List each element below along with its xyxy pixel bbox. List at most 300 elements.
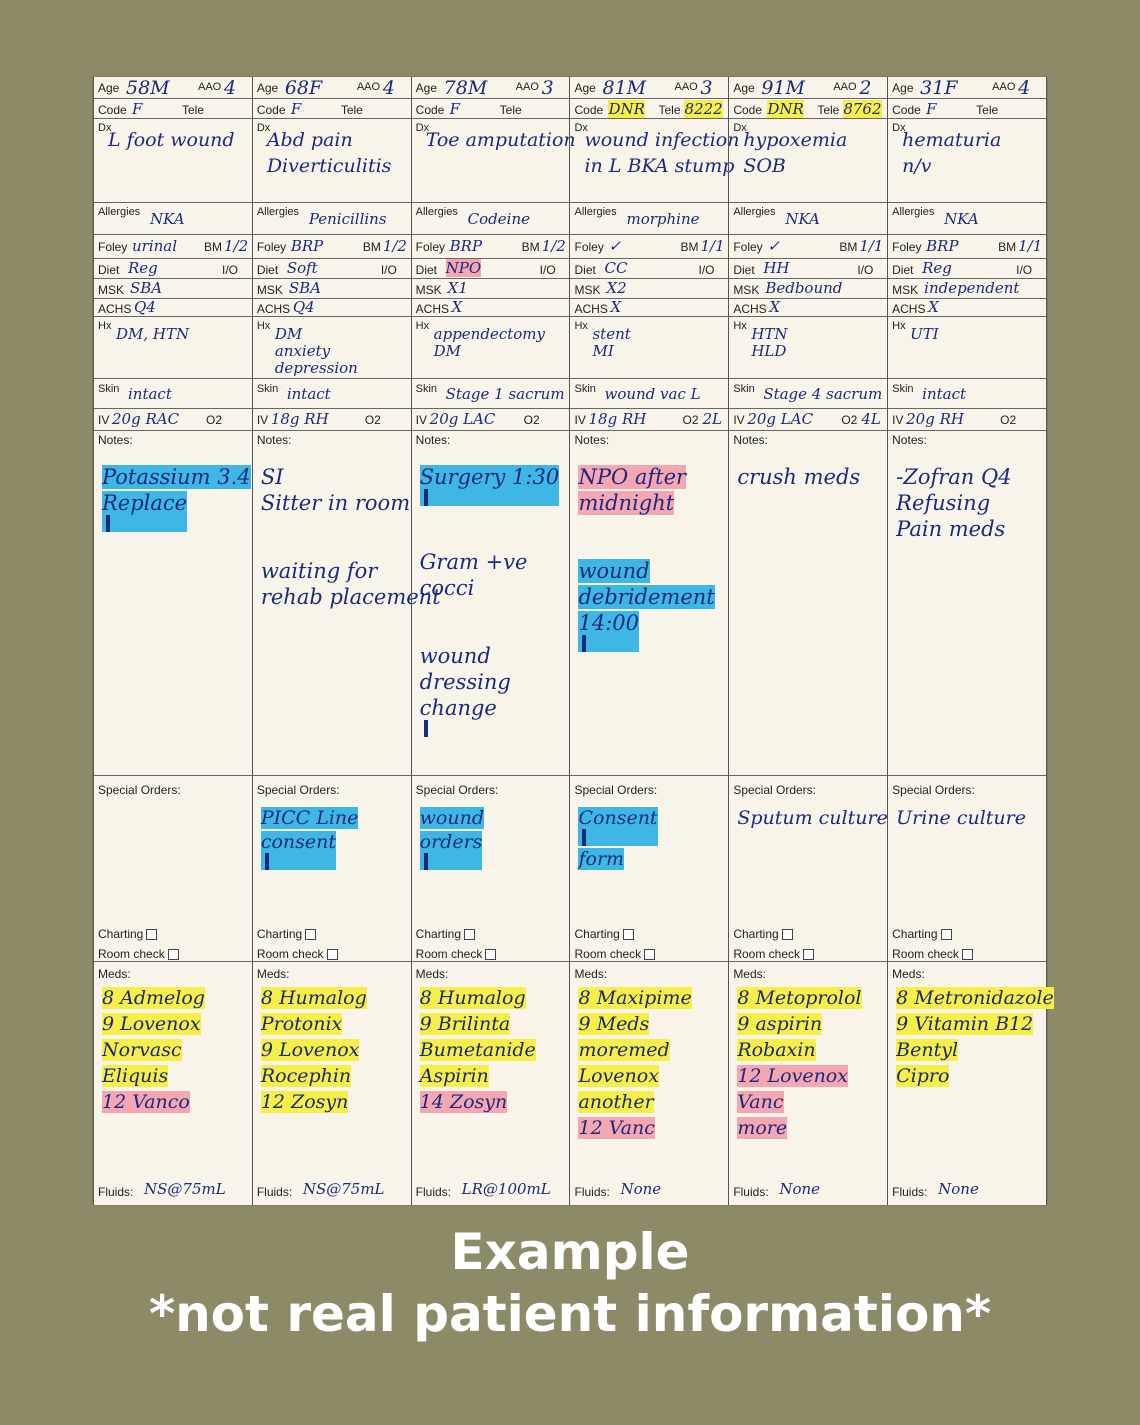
- allergies-value: Penicillins: [308, 210, 387, 228]
- meds-list: [896, 987, 1054, 1091]
- achs-label: ACHS: [256, 302, 291, 316]
- foley-value: urinal: [132, 237, 178, 255]
- aao-label: AAO: [674, 81, 698, 93]
- fluids-label: Fluids:: [733, 1185, 769, 1199]
- dx-line: Toe amputation: [425, 129, 576, 151]
- code-label: Code: [574, 103, 604, 117]
- notes-list: [102, 465, 250, 534]
- skin-value: intact: [286, 385, 331, 403]
- code-label: Code: [892, 103, 921, 117]
- special-orders-label: Special Orders:: [256, 783, 340, 797]
- skin-label: Skin: [892, 383, 914, 395]
- hx-line: appendectomy: [433, 325, 545, 343]
- bm-label: BM: [839, 240, 858, 254]
- code-label: Code: [98, 103, 127, 117]
- note-line: debridement: [578, 585, 715, 609]
- hx-label: Hx: [415, 320, 430, 332]
- o2-label: O2: [364, 413, 381, 427]
- code-label: Code: [733, 103, 762, 117]
- foley-label: Foley: [98, 240, 128, 254]
- msk-value: independent: [924, 279, 1020, 297]
- o2-label: O2: [523, 413, 540, 427]
- med-line: moremed: [578, 1039, 670, 1061]
- notes-list: [896, 465, 1044, 543]
- note-line: Replace: [102, 491, 187, 532]
- hx-line: DM, HTN: [116, 325, 190, 343]
- iv-label: IV: [733, 413, 745, 427]
- special-order-line: consent: [261, 831, 336, 870]
- notes-label: Notes:: [574, 433, 610, 447]
- code-value: DNR: [608, 100, 645, 118]
- checkbox-icon: [106, 515, 110, 532]
- msk-value: X1: [447, 279, 468, 297]
- hx-line: anxiety: [274, 342, 331, 360]
- meds-list: [102, 987, 250, 1117]
- med-line: 9 Lovenox: [102, 1013, 201, 1035]
- checkbox-icon: [424, 720, 428, 737]
- iv-label: IV: [256, 413, 269, 427]
- msk-value: Bedbound: [765, 279, 843, 297]
- age-label: Age: [892, 81, 914, 95]
- dx-label: Dx: [415, 122, 430, 134]
- note-line: 14:00: [578, 611, 639, 652]
- fluids-value: None: [938, 1180, 979, 1198]
- room-check-label: Room check: [574, 947, 655, 961]
- checkbox-icon: [582, 635, 586, 652]
- achs-value: X: [769, 298, 780, 316]
- special-order-line: PICC Line: [260, 807, 359, 829]
- med-line: Bumetanide: [419, 1039, 536, 1061]
- diet-label: Diet: [256, 263, 279, 277]
- meds-list: [737, 987, 885, 1143]
- note-line: Sitter in room: [260, 491, 411, 515]
- patient-column: [569, 77, 740, 1205]
- msk-label: MSK: [892, 283, 919, 297]
- special-orders-list: [420, 807, 568, 872]
- io-label: I/O: [698, 263, 715, 277]
- med-line: 8 Metronidazole: [896, 987, 1054, 1009]
- patient-column: [252, 77, 441, 1205]
- special-order-line: form: [578, 848, 625, 870]
- room-check-label: Room check: [892, 947, 973, 961]
- age-value: 68F: [284, 77, 323, 99]
- code-value: F: [449, 100, 461, 118]
- med-line: 9 Meds: [578, 1013, 650, 1035]
- aao-label: AAO: [992, 81, 1016, 93]
- fluids-label: Fluids:: [415, 1185, 451, 1199]
- hx-line: DM: [433, 342, 462, 360]
- dx-label: Dx: [98, 122, 112, 134]
- diet-label: Diet: [98, 263, 120, 277]
- note-line: Surgery 1:30: [420, 465, 560, 506]
- foley-value: ✓: [608, 237, 622, 255]
- age-label: Age: [574, 81, 596, 95]
- med-line: 9 Brilinta: [419, 1013, 511, 1035]
- meds-label: Meds:: [574, 967, 608, 981]
- diet-label: Diet: [892, 263, 914, 277]
- notes-label: Notes:: [98, 433, 133, 447]
- age-value: 81M: [602, 77, 647, 99]
- special-orders-label: Special Orders:: [415, 783, 499, 797]
- special-orders-label: Special Orders:: [892, 783, 975, 797]
- notes-list: [420, 465, 568, 739]
- hx-line: UTI: [910, 325, 939, 343]
- foley-label: Foley: [733, 240, 763, 254]
- allergies-label: Allergies: [574, 206, 617, 218]
- med-line: 12 Lovenox: [737, 1065, 848, 1087]
- io-label: I/O: [539, 263, 556, 277]
- iv-value: 20g RAC: [112, 410, 180, 428]
- fluids-value: None: [620, 1180, 662, 1198]
- hx-line: DM: [274, 325, 303, 343]
- checkbox-icon: [305, 929, 316, 940]
- tele-label: Tele: [340, 103, 363, 117]
- dx-line: hypoxemia: [743, 129, 848, 151]
- bm-value: 1/1: [859, 237, 884, 255]
- bm-value: 1/2: [541, 237, 566, 255]
- o2-label: O2: [682, 413, 699, 427]
- bm-label: BM: [998, 240, 1017, 254]
- msk-label: MSK: [733, 283, 760, 297]
- med-line: Bentyl: [896, 1039, 959, 1061]
- fluids-value: NS@75mL: [302, 1180, 385, 1198]
- bm-value: 1/2: [382, 237, 407, 255]
- note-line: Potassium 3.4: [102, 465, 251, 489]
- tele-label: Tele: [658, 103, 681, 117]
- note-line: dressing: [419, 670, 511, 694]
- note-line: cocci: [419, 576, 475, 600]
- charting-label: Charting: [733, 927, 792, 941]
- med-line: Aspirin: [419, 1065, 489, 1087]
- fluids-value: LR@100mL: [461, 1180, 551, 1198]
- med-line: more: [737, 1117, 788, 1139]
- bm-label: BM: [680, 240, 699, 254]
- notes-label: Notes:: [415, 433, 451, 447]
- o2-label: O2: [1000, 413, 1017, 427]
- charting-label: Charting: [574, 927, 633, 941]
- note-line: waiting for: [260, 559, 378, 583]
- special-order-line: Sputum culture: [737, 807, 888, 829]
- tele-label: Tele: [976, 103, 999, 117]
- notes-label: Notes:: [892, 433, 927, 447]
- iv-value: 20g LAC: [747, 410, 814, 428]
- io-label: I/O: [222, 263, 239, 277]
- meds-list: [420, 987, 568, 1117]
- med-line: Cipro: [896, 1065, 950, 1087]
- dx-label: Dx: [256, 122, 271, 134]
- dx-label: Dx: [574, 122, 588, 134]
- note-line: crush meds: [737, 465, 861, 489]
- foley-label: Foley: [574, 240, 604, 254]
- note-line: rehab placement: [260, 585, 441, 609]
- o2-label: O2: [206, 413, 223, 427]
- age-value: 78M: [443, 77, 488, 99]
- dx-line: Abd pain: [266, 129, 353, 151]
- hx-line: depression: [274, 359, 358, 377]
- allergies-value: NKA: [785, 210, 820, 228]
- checkbox-icon: [168, 949, 179, 960]
- checkbox-icon: [265, 853, 269, 870]
- note-line: NPO after: [578, 465, 687, 489]
- bm-label: BM: [362, 240, 381, 254]
- allergies-value: morphine: [626, 210, 700, 228]
- code-label: Code: [415, 103, 445, 117]
- iv-value: 18g RH: [270, 410, 329, 428]
- achs-label: ACHS: [574, 302, 608, 316]
- achs-value: X: [610, 298, 622, 316]
- age-value: 31F: [920, 77, 958, 99]
- hx-label: Hx: [98, 320, 112, 332]
- io-label: I/O: [1016, 263, 1033, 277]
- diet-value: HH: [763, 259, 790, 277]
- med-line: 12 Zosyn: [260, 1091, 349, 1113]
- patient-column: [728, 77, 887, 1205]
- allergies-label: Allergies: [415, 206, 458, 218]
- note-line: -Zofran Q4: [896, 465, 1012, 489]
- allergies-label: Allergies: [98, 206, 141, 218]
- checkbox-icon: [464, 929, 475, 940]
- med-line: 12 Vanco: [102, 1091, 190, 1113]
- dx-line: L foot wound: [108, 129, 235, 151]
- note-line: change: [420, 696, 497, 737]
- med-line: Rocephin: [260, 1065, 352, 1087]
- charting-label: Charting: [892, 927, 951, 941]
- allergies-value: Codeine: [467, 210, 530, 228]
- med-line: Protonix: [260, 1013, 343, 1035]
- fluids-value: NS@75mL: [144, 1180, 226, 1198]
- foley-value: BRP: [926, 237, 959, 255]
- notes-label: Notes:: [733, 433, 768, 447]
- hx-label: Hx: [733, 320, 747, 332]
- hx-line: stent: [592, 325, 631, 343]
- checkbox-icon: [485, 949, 496, 960]
- caption-title: Example: [450, 1223, 690, 1281]
- checkbox-icon: [941, 929, 952, 940]
- allergies-value: NKA: [944, 210, 979, 228]
- med-line: Lovenox: [578, 1065, 659, 1087]
- med-line: 8 Humalog: [260, 987, 367, 1009]
- skin-label: Skin: [733, 383, 755, 395]
- msk-label: MSK: [256, 283, 283, 297]
- skin-value: Stage 4 sacrum: [763, 385, 883, 403]
- diet-label: Diet: [733, 263, 755, 277]
- checkbox-icon: [623, 929, 634, 940]
- fluids-value: None: [779, 1180, 821, 1198]
- room-check-label: Room check: [257, 947, 338, 961]
- special-orders-label: Special Orders:: [574, 783, 658, 797]
- aao-label: AAO: [833, 81, 857, 93]
- foley-value: ✓: [767, 237, 780, 255]
- room-check-label: Room check: [98, 947, 179, 961]
- charting-label: Charting: [98, 927, 157, 941]
- med-line: Vanc: [737, 1091, 784, 1113]
- msk-value: X2: [606, 279, 627, 297]
- fluids-label: Fluids:: [574, 1185, 610, 1199]
- special-orders-list: [737, 807, 888, 831]
- med-line: another: [578, 1091, 654, 1113]
- diet-value: NPO: [445, 259, 482, 277]
- notes-list: [578, 465, 726, 654]
- med-line: 8 Humalog: [419, 987, 526, 1009]
- note-line: SI: [260, 465, 284, 489]
- note-line: wound: [419, 644, 491, 668]
- notes-label: Notes:: [256, 433, 292, 447]
- allergies-label: Allergies: [733, 206, 776, 218]
- hx-line: HLD: [751, 342, 787, 360]
- iv-label: IV: [574, 413, 586, 427]
- o2-label: O2: [841, 413, 858, 427]
- msk-label: MSK: [98, 283, 125, 297]
- iv-value: 20g LAC: [429, 410, 496, 428]
- achs-value: Q4: [292, 298, 315, 316]
- charting-label: Charting: [416, 927, 475, 941]
- tele-value: 8222: [684, 100, 723, 118]
- tele-label: Tele: [182, 103, 205, 117]
- diet-value: Soft: [286, 259, 318, 277]
- note-line: midnight: [578, 491, 675, 515]
- special-orders-label: Special Orders:: [98, 783, 181, 797]
- checkbox-icon: [424, 853, 428, 870]
- charting-label: Charting: [257, 927, 316, 941]
- hx-label: Hx: [892, 320, 906, 332]
- meds-label: Meds:: [98, 967, 131, 981]
- med-line: 8 Maxipime: [578, 987, 692, 1009]
- code-value: F: [132, 100, 143, 118]
- aao-value: 3: [541, 77, 554, 99]
- room-check-label: Room check: [416, 947, 497, 961]
- fluids-label: Fluids:: [256, 1185, 293, 1199]
- achs-label: ACHS: [733, 302, 767, 316]
- caption: [0, 1222, 1140, 1346]
- note-line: Pain meds: [896, 517, 1006, 541]
- special-order-line: Urine culture: [896, 807, 1026, 829]
- hx-label: Hx: [574, 320, 588, 332]
- achs-value: X: [928, 298, 939, 316]
- age-value: 91M: [761, 77, 805, 99]
- meds-label: Meds:: [415, 967, 449, 981]
- special-order-line: orders: [420, 831, 483, 870]
- allergies-value: NKA: [150, 210, 185, 228]
- med-line: 14 Zosyn: [419, 1091, 508, 1113]
- med-line: 9 Vitamin B12: [896, 1013, 1034, 1035]
- checkbox-icon: [644, 949, 655, 960]
- bm-value: 1/1: [1018, 237, 1043, 255]
- checkbox-icon: [146, 929, 157, 940]
- patient-column: [93, 77, 252, 1205]
- special-orders-list: [578, 807, 726, 872]
- o2-value: 2L: [702, 410, 722, 428]
- aao-value: 4: [224, 77, 237, 99]
- foley-value: BRP: [449, 237, 483, 255]
- meds-label: Meds:: [892, 967, 925, 981]
- dx-label: Dx: [892, 122, 906, 134]
- room-check-label: Room check: [733, 947, 814, 961]
- aao-label: AAO: [198, 81, 222, 93]
- diet-value: Reg: [922, 259, 952, 277]
- checkbox-icon: [962, 949, 973, 960]
- msk-value: SBA: [130, 279, 163, 297]
- aao-label: AAO: [356, 81, 381, 93]
- allergies-label: Allergies: [256, 206, 300, 218]
- skin-label: Skin: [415, 383, 438, 395]
- io-label: I/O: [380, 263, 397, 277]
- o2-value: 4L: [861, 410, 881, 428]
- fluids-label: Fluids:: [98, 1185, 134, 1199]
- dx-line: SOB: [743, 155, 786, 177]
- dx-line: in L BKA stump: [584, 155, 735, 177]
- patient-column: [411, 77, 576, 1205]
- caption-disclaimer: *not real patient information*: [148, 1285, 992, 1343]
- age-label: Age: [733, 81, 755, 95]
- aao-value: 4: [1018, 77, 1031, 99]
- foley-label: Foley: [415, 240, 445, 254]
- med-line: 12 Vanc: [578, 1117, 655, 1139]
- skin-value: intact: [922, 385, 966, 403]
- bm-value: 1/1: [700, 237, 725, 255]
- foley-label: Foley: [256, 240, 287, 254]
- dx-line: Diverticulitis: [266, 155, 392, 177]
- age-label: Age: [256, 81, 279, 95]
- foley-value: BRP: [290, 237, 324, 255]
- hx-line: HTN: [751, 325, 788, 343]
- code-value: F: [290, 100, 302, 118]
- aao-label: AAO: [515, 81, 539, 93]
- foley-label: Foley: [892, 240, 922, 254]
- iv-value: 18g RH: [588, 410, 647, 428]
- patient-column: [887, 77, 1054, 1205]
- med-line: Eliquis: [102, 1065, 169, 1087]
- skin-value: intact: [128, 385, 172, 403]
- skin-value: wound vac L: [604, 385, 701, 403]
- special-orders-list: [261, 807, 409, 872]
- med-line: 9 Lovenox: [260, 1039, 360, 1061]
- msk-value: SBA: [288, 279, 321, 297]
- meds-list: [578, 987, 726, 1143]
- hx-label: Hx: [256, 320, 271, 332]
- med-line: 8 Metoprolol: [737, 987, 862, 1009]
- diet-value: Reg: [128, 259, 158, 277]
- med-line: 9 aspirin: [737, 1013, 823, 1035]
- age-label: Age: [415, 81, 438, 95]
- notes-list: [737, 465, 885, 491]
- skin-label: Skin: [574, 383, 596, 395]
- msk-label: MSK: [415, 283, 442, 297]
- msk-label: MSK: [574, 283, 601, 297]
- special-orders-list: [896, 807, 1044, 831]
- bm-label: BM: [521, 240, 540, 254]
- meds-list: [261, 987, 409, 1117]
- report-sheet: [93, 77, 1054, 1205]
- diet-label: Diet: [415, 263, 437, 277]
- fluids-label: Fluids:: [892, 1185, 928, 1199]
- note-line: Refusing: [896, 491, 991, 515]
- tele-label: Tele: [817, 103, 840, 117]
- iv-label: IV: [98, 413, 110, 427]
- aao-value: 3: [700, 77, 713, 99]
- med-line: Norvasc: [102, 1039, 182, 1061]
- aao-value: 2: [859, 77, 872, 99]
- code-label: Code: [256, 103, 286, 117]
- checkbox-icon: [327, 949, 338, 960]
- io-label: I/O: [857, 263, 874, 277]
- tele-label: Tele: [499, 103, 522, 117]
- aao-value: 4: [382, 77, 395, 99]
- note-line: wound: [578, 559, 650, 583]
- skin-label: Skin: [256, 383, 279, 395]
- meds-label: Meds:: [256, 967, 290, 981]
- skin-value: Stage 1 sacrum: [445, 385, 565, 403]
- diet-value: CC: [604, 259, 628, 277]
